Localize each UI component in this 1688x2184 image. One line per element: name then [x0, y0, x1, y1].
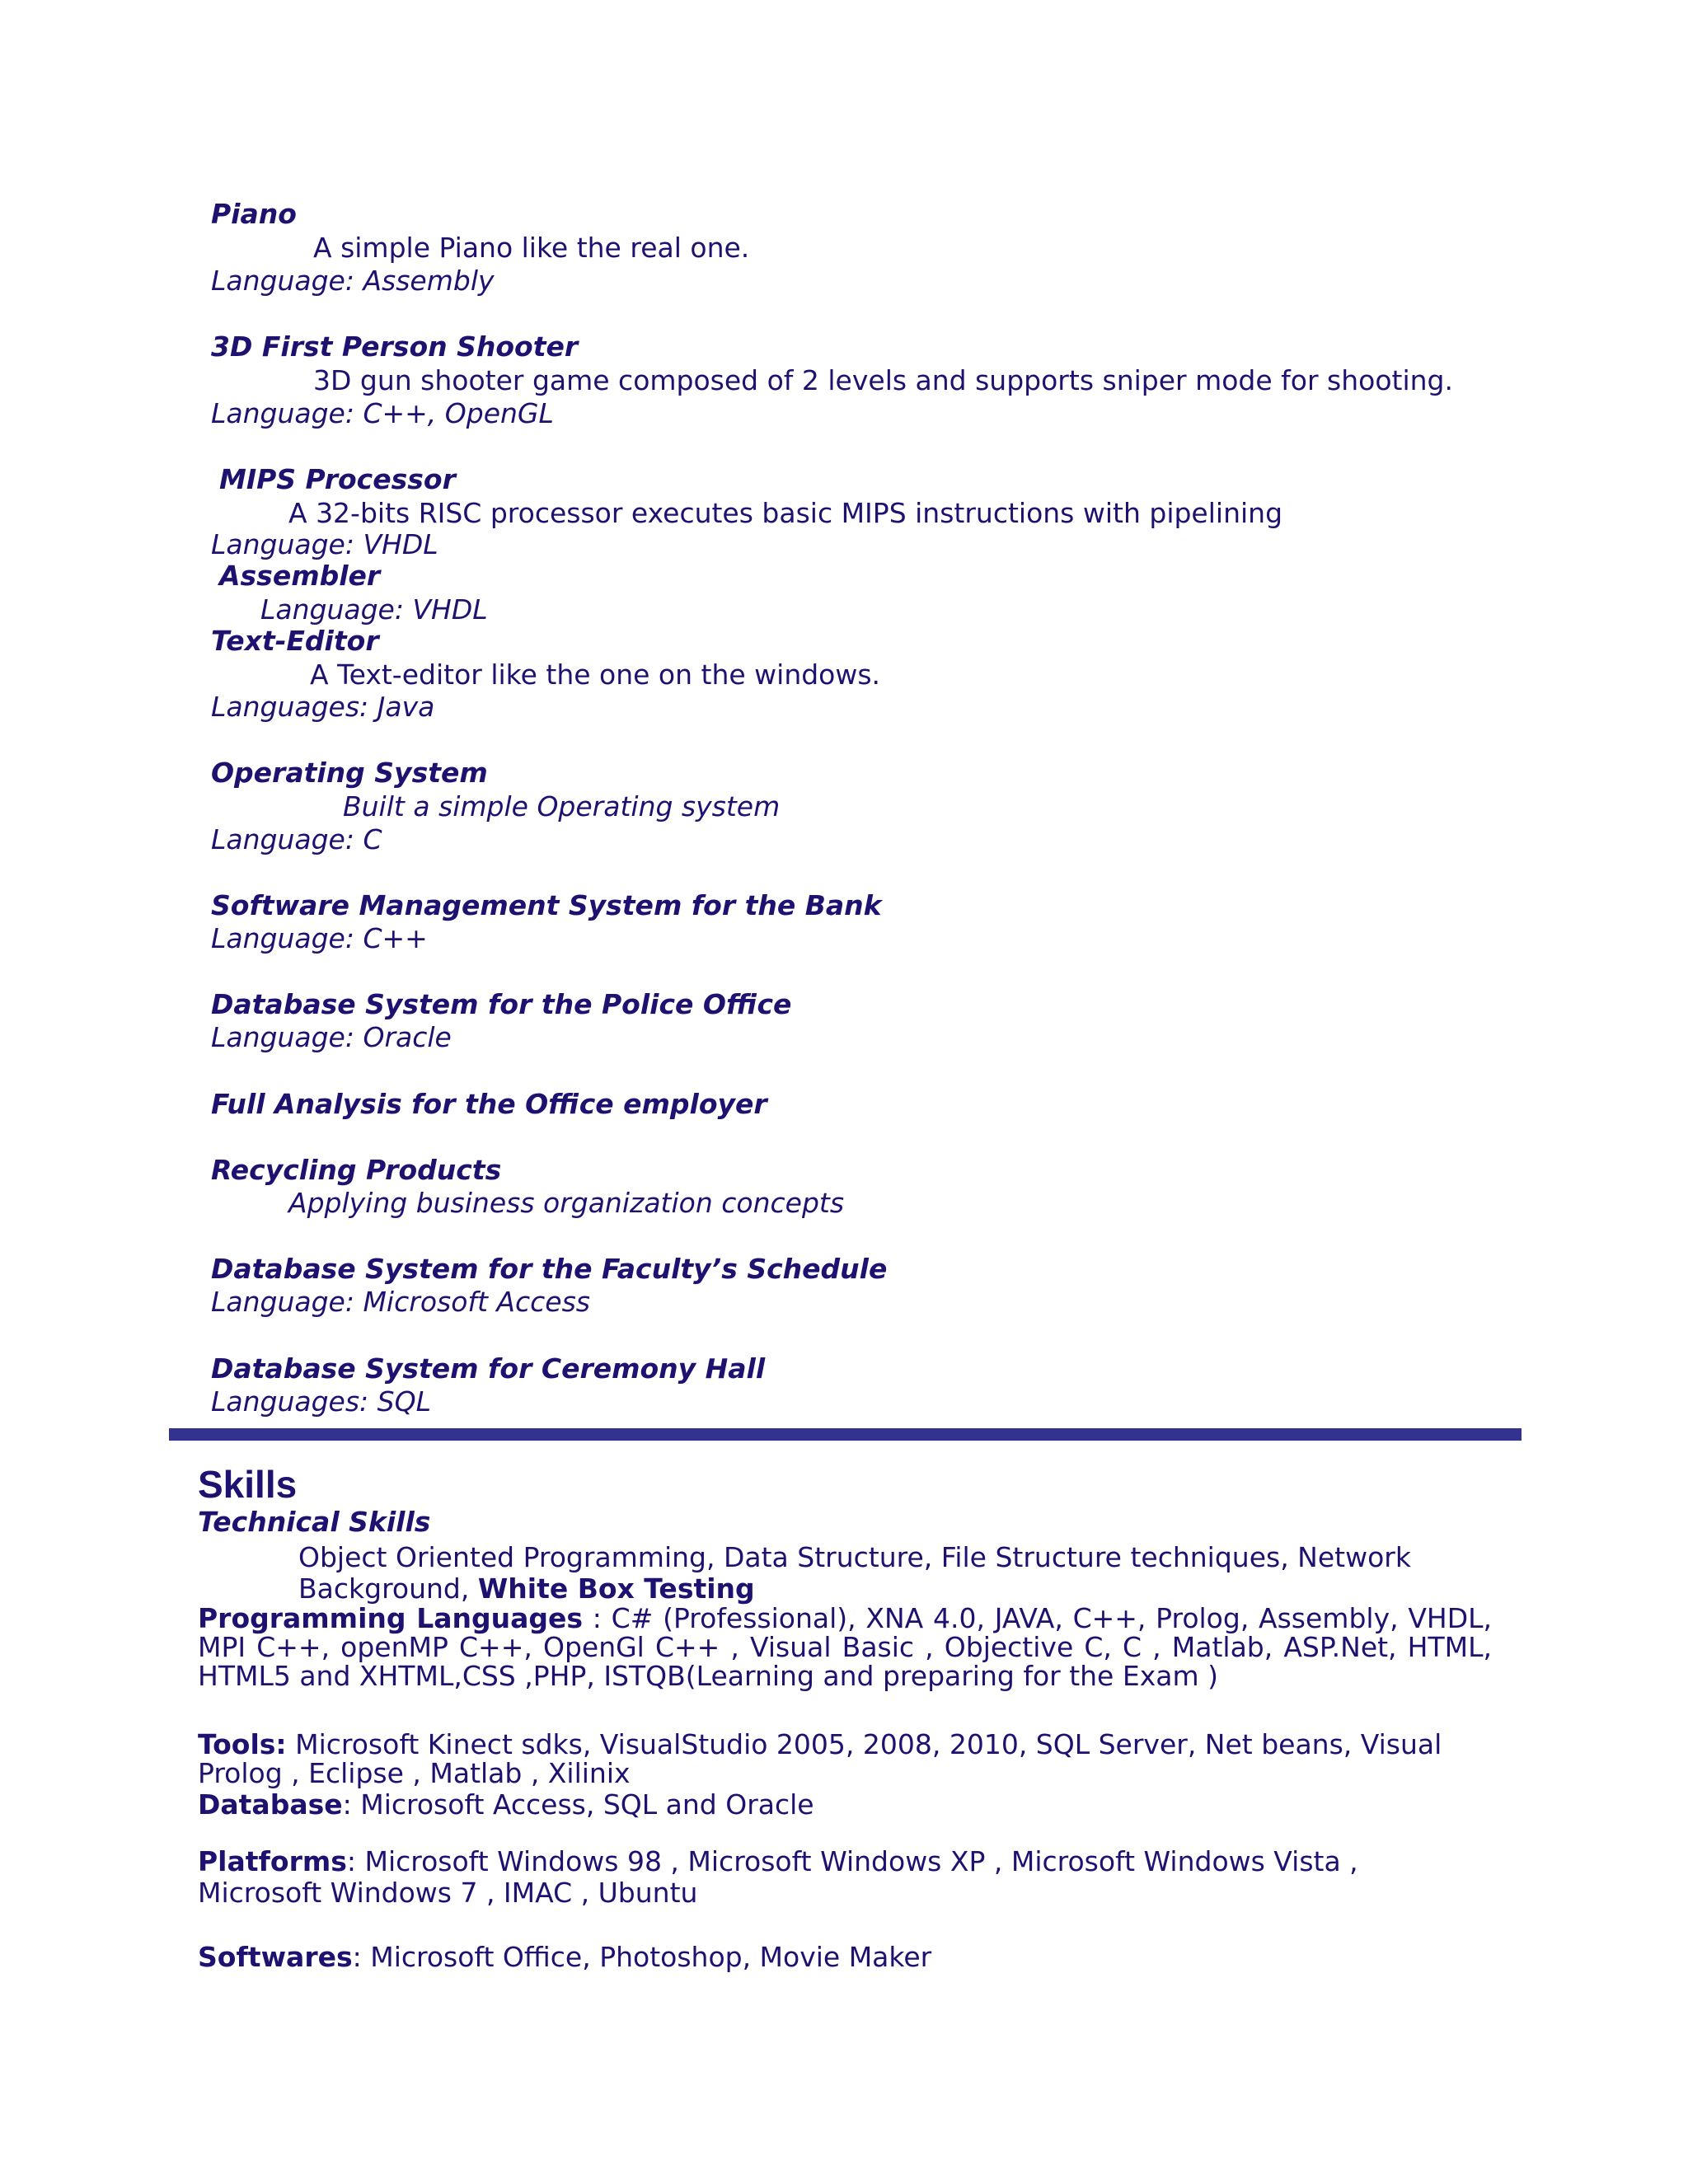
project-title-os: Operating System: [211, 757, 488, 789]
technical-skills-text2: Background,: [298, 1572, 478, 1605]
project-language-ceremony: Languages: SQL: [211, 1385, 431, 1418]
project-title-faculty: Database System for the Faculty’s Schedule: [211, 1253, 888, 1285]
tools-line1: [198, 1730, 1442, 1759]
project-title-office-analysis: Full Analysis for the Office employer: [211, 1088, 767, 1120]
project-language-os: Language: C: [211, 823, 382, 855]
project-language-3d-fps: Language: C++, OpenGL: [211, 397, 554, 429]
project-description-3d-fps: 3D gun shooter game composed of 2 levels and supports sniper mode for shooting.: [313, 364, 1453, 396]
section-divider: [169, 1428, 1522, 1441]
database-text: : Microsoft Access, SQL and Oracle: [342, 1788, 814, 1821]
softwares-label: Softwares: [198, 1941, 353, 1973]
project-language-text-editor: Languages: Java: [211, 691, 435, 723]
tools-label: Tools:: [198, 1728, 287, 1760]
technical-skills-line2: [298, 1572, 755, 1605]
project-language-mips: Language: VHDL: [211, 528, 438, 560]
skills-heading: Skills: [198, 1463, 298, 1506]
project-language-bank: Language: C++: [211, 922, 428, 954]
programming-languages-label: Programming Languages: [198, 1602, 584, 1634]
project-title-recycling: Recycling Products: [211, 1154, 502, 1186]
project-description-piano: A simple Piano like the real one.: [313, 232, 750, 264]
project-description-text-editor: A Text-editor like the one on the windows.: [310, 658, 881, 691]
project-title-ceremony: Database System for Ceremony Hall: [211, 1352, 766, 1385]
project-language-faculty: Language: Microsoft Access: [211, 1286, 590, 1318]
platforms-label: Platforms: [198, 1845, 347, 1877]
platforms-line2: Microsoft Windows 7 , IMAC , Ubuntu: [198, 1877, 698, 1909]
programming-languages-text: : C# (Professional), XNA 4.0, JAVA, C++, Prolog, Assembly, VHDL, MPI C++, openMP C++, OpenGl C++ , Visual Basic , Objective C, C , Matlab, ASP.Net, HTML, HTML5 and XHTML,CSS ,PHP, ISTQB(Learning and preparing for the Exam ): [198, 1602, 1492, 1692]
project-title-text-editor: Text-Editor: [211, 625, 379, 657]
project-description-recycling: Applying business organization concepts: [288, 1187, 845, 1219]
technical-skills-bold: White Box Testing: [477, 1572, 755, 1605]
softwares-line: [198, 1941, 931, 1974]
project-description-os: Built a simple Operating system: [343, 790, 781, 823]
database-line: [198, 1788, 814, 1821]
softwares-text: : Microsoft Office, Photoshop, Movie Maker: [352, 1941, 932, 1973]
project-description-mips: A 32-bits RISC processor executes basic MIPS instructions with pipelining: [288, 497, 1283, 529]
programming-languages: [198, 1604, 1492, 1690]
technical-skills-text: Object Oriented Programming, Data Structure, File Structure techniques, Network: [298, 1541, 1411, 1573]
project-language-police: Language: Oracle: [211, 1021, 452, 1053]
platforms-text: : Microsoft Windows 98 , Microsoft Windows XP , Microsoft Windows Vista ,: [346, 1845, 1358, 1877]
database-label: Database: [198, 1788, 343, 1821]
project-title-police: Database System for the Police Office: [211, 988, 792, 1020]
project-title-bank: Software Management System for the Bank: [211, 889, 882, 921]
technical-skills-title: Technical Skills: [198, 1506, 431, 1538]
tools-line2: Prolog , Eclipse , Matlab , Xilinix: [198, 1757, 631, 1789]
tools-text: Microsoft Kinect sdks, VisualStudio 2005, 2008, 2010, SQL Server, Net beans, Visual: [286, 1728, 1442, 1760]
platforms-line1: [198, 1845, 1358, 1878]
project-language-piano: Language: Assembly: [211, 265, 495, 297]
project-language-assembler: Language: VHDL: [260, 593, 488, 626]
project-title-3d-fps: 3D First Person Shooter: [211, 330, 579, 363]
project-title-mips: MIPS Processor: [219, 463, 456, 495]
project-title-assembler: Assembler: [219, 560, 381, 592]
project-title-piano: Piano: [211, 198, 297, 230]
